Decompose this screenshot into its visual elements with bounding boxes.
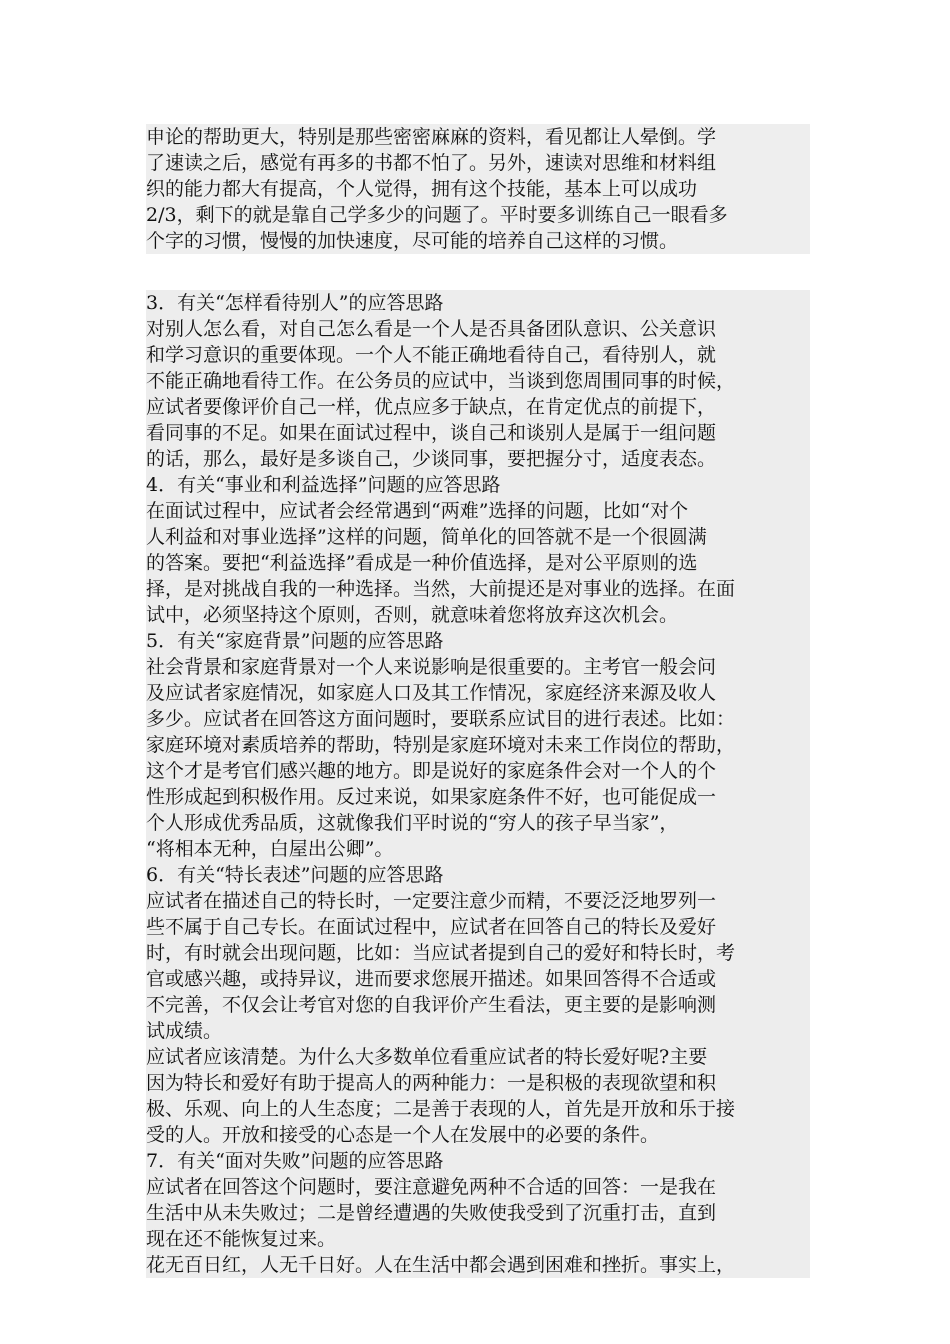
text-line: 人利益和对事业选择”这样的问题，简单化的回答就不是一个很圆满	[146, 526, 707, 548]
text-line: 极、乐观、向上的人生态度；二是善于表现的人，首先是开放和乐于接	[146, 1098, 736, 1120]
text-line: 及应试者家庭情况，如家庭人口及其工作情况，家庭经济来源及收人	[146, 682, 717, 704]
document-body	[146, 124, 810, 1278]
text-line: 些不属于自己专长。在面试过程中，应试者在回答自己的特长及爱好	[146, 916, 717, 938]
section-heading: 7．有关“面对失败”问题的应答思路	[146, 1150, 444, 1172]
text-line: 个人形成优秀品质，这就像我们平时说的“穷人的孩子早当家”，	[146, 812, 679, 834]
section-heading: 5．有关“家庭背景”问题的应答思路	[146, 630, 444, 652]
text-line: 的话，那么，最好是多谈自己，少谈同事，要把握分寸，适度表态。	[146, 448, 717, 470]
paragraph-gap	[146, 254, 810, 290]
text-line: 应试者在回答这个问题时，要注意避免两种不合适的回答：一是我在	[146, 1176, 717, 1198]
text-line: 在面试过程中，应试者会经常遇到“两难”选择的问题，比如“对个	[146, 500, 689, 522]
section-heading: 4．有关“事业和利益选择”问题的应答思路	[146, 474, 501, 496]
text-line: 多少。应试者在回答这方面问题时，要联系应试目的进行表述。比如：	[146, 708, 736, 730]
text-line: 时，有时就会出现问题，比如：当应试者提到自己的爱好和特长时，考	[146, 942, 736, 964]
text-line: 应试者要像评价自己一样，优点应多于缺点，在肯定优点的前提下，	[146, 396, 717, 418]
text-line: 家庭环境对素质培养的帮助，特别是家庭环境对未来工作岗位的帮助，	[146, 734, 736, 756]
text-line: 不能正确地看待工作。在公务员的应试中，当谈到您周围同事的时候，	[146, 370, 736, 392]
section-heading: 3．有关“怎样看待别人”的应答思路	[146, 292, 444, 314]
text-line: 因为特长和爱好有助于提高人的两种能力：一是积极的表现欲望和积	[146, 1072, 717, 1094]
text-line: 了速读之后，感觉有再多的书都不怕了。另外，速读对思维和材料组	[146, 152, 717, 174]
text-line: 官或感兴趣，或持异议，进而要求您展开描述。如果回答得不合适或	[146, 968, 717, 990]
section-heading: 6．有关“特长表述”问题的应答思路	[146, 864, 444, 886]
text-line: 受的人。开放和接受的心态是一个人在发展中的必要的条件。	[146, 1124, 660, 1146]
paragraph-speed-reading	[146, 124, 810, 254]
text-line: 择，是对挑战自我的一种选择。当然，大前提还是对事业的选择。在面	[146, 578, 736, 600]
text-line: 试中，必须坚持这个原则，否则，就意味着您将放弃这次机会。	[146, 604, 679, 626]
text-line: 对别人怎么看，对自己怎么看是一个人是否具备团队意识、公关意识	[146, 318, 717, 340]
text-line: 和学习意识的重要体现。一个人不能正确地看待自己，看待别人，就	[146, 344, 717, 366]
text-line: 织的能力都大有提高，个人觉得，拥有这个技能，基本上可以成功	[146, 178, 698, 200]
interview-answer-sections	[146, 290, 810, 1278]
text-line: 性形成起到积极作用。反过来说，如果家庭条件不好，也可能促成一	[146, 786, 717, 808]
text-line: 2/3，剩下的就是靠自己学多少的问题了。平时要多训练自己一眼看多	[146, 204, 728, 226]
text-line: 生活中从未失败过；二是曾经遭遇的失败使我受到了沉重打击，直到	[146, 1202, 717, 1224]
text-line: 应试者在描述自己的特长时，一定要注意少而精，不要泛泛地罗列一	[146, 890, 717, 912]
text-line: 个字的习惯，慢慢的加快速度，尽可能的培养自己这样的习惯。	[146, 230, 679, 252]
text-line: “将相本无种，白屋出公卿”。	[146, 838, 394, 860]
text-line: 申论的帮助更大，特别是那些密密麻麻的资料，看见都让人晕倒。学	[146, 126, 717, 148]
text-line: 这个才是考官们感兴趣的地方。即是说好的家庭条件会对一个人的个	[146, 760, 717, 782]
text-line: 应试者应该清楚。为什么大多数单位看重应试者的特长爱好呢?主要	[146, 1046, 708, 1068]
text-line: 不完善，不仅会让考官对您的自我评价产生看法，更主要的是影响测	[146, 994, 717, 1016]
text-line: 的答案。要把“利益选择”看成是一种价值选择，是对公平原则的选	[146, 552, 698, 574]
text-line: 现在还不能恢复过来。	[146, 1228, 337, 1250]
text-line: 看同事的不足。如果在面试过程中，谈自己和谈别人是属于一组问题	[146, 422, 717, 444]
text-line: 花无百日红，人无千日好。人在生活中都会遇到困难和挫折。事实上，	[146, 1254, 736, 1276]
text-line: 社会背景和家庭背景对一个人来说影响是很重要的。主考官一般会问	[146, 656, 717, 678]
text-line: 试成绩。	[146, 1020, 223, 1042]
